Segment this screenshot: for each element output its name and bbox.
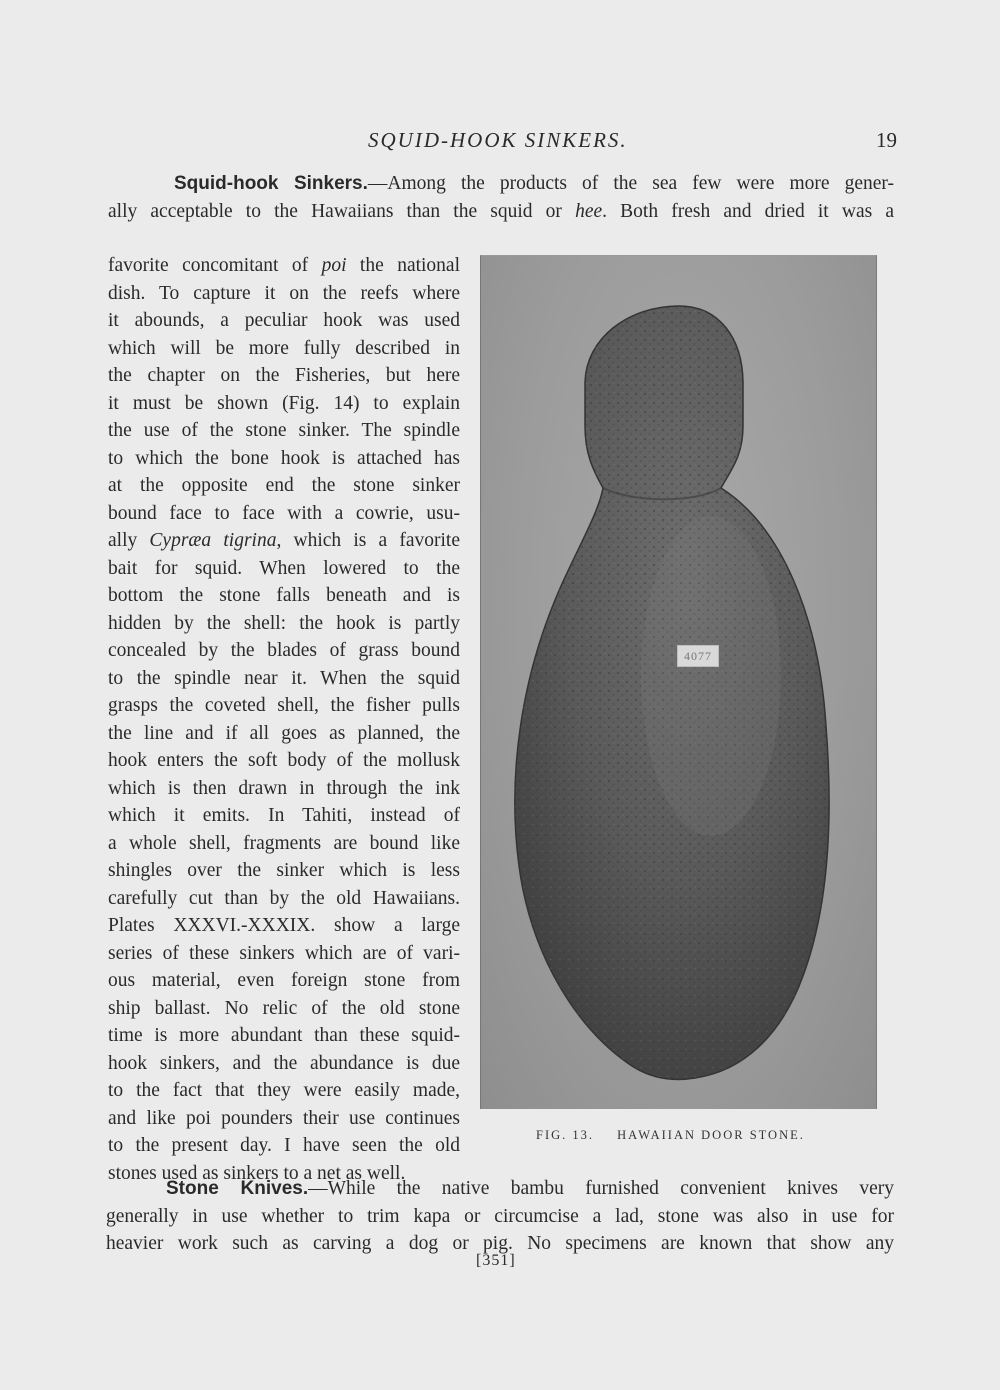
column-line: which is then drawn in through the ink [108, 777, 460, 799]
column-line: it must be shown (Fig. 14) to explain [108, 392, 460, 414]
column-line: carefully cut than by the old Hawaiians. [108, 887, 460, 909]
column-line: to the spindle near it. When the squid [108, 667, 460, 689]
column-line: which will be more fully described in [108, 337, 460, 359]
column-line: at the opposite end the stone sinker [108, 475, 460, 496]
column-line: and like poi pounders their use continues [108, 1107, 460, 1129]
column-line: stones used as sinkers to a net as well. [108, 1162, 406, 1184]
column-line: hidden by the shell: the hook is partly [108, 612, 460, 634]
column-line: the chapter on the Fisheries, but here [108, 365, 460, 386]
stone-knives-paragraph [106, 1175, 894, 1258]
knives-line-3: heavier work such as carving a dog or pig. No specimens are known that show any [106, 1233, 894, 1254]
column-line: hook sinkers, and the abundance is due [108, 1052, 460, 1074]
column-line: which it emits. In Tahiti, instead of [108, 805, 460, 826]
column-line: the use of the stone sinker. The spindle [108, 420, 460, 441]
column-line: hook enters the soft body of the mollusk [108, 750, 460, 771]
knives-line-1: Stone Knives.—While the native bambu furnished convenient knives very [166, 1178, 894, 1199]
folio: [351] [476, 1252, 516, 1269]
section-heading-stone-knives: Stone Knives. [166, 1178, 309, 1199]
intro-line-2: ally acceptable to the Hawaiians than the squid or hee. Both fresh and dried it was a [108, 200, 894, 222]
column-line: a whole shell, fragments are bound like [108, 832, 460, 854]
column-line: bound face to face with a cowrie, usu- [108, 502, 460, 524]
figure-door-stone [480, 255, 877, 1109]
column-line: to the fact that they were easily made, [108, 1080, 460, 1101]
column-text [108, 252, 460, 1187]
column-line: grasps the coveted shell, the fisher pulls [108, 695, 460, 716]
intro-paragraph [108, 170, 894, 225]
section-heading-squid-hook-sinkers: Squid-hook Sinkers. [174, 173, 368, 194]
column-line: series of these sinkers which are of vari- [108, 942, 460, 964]
running-title: SQUID-HOOK SINKERS. [368, 128, 628, 152]
column-line: it abounds, a peculiar hook was used [108, 310, 460, 331]
column-line: favorite concomitant of poi the national [108, 255, 461, 276]
figure-number: FIG. 13. [536, 1128, 595, 1142]
specimen-label: 4077 [677, 645, 719, 667]
column-line: time is more abundant than these squid- [108, 1025, 460, 1046]
figure-caption-text: HAWAIIAN DOOR STONE. [617, 1128, 805, 1142]
column-line: concealed by the blades of grass bound [108, 640, 460, 661]
column-line: to the present day. I have seen the old [108, 1135, 460, 1156]
page-number: 19 [876, 128, 897, 152]
running-head [0, 128, 1000, 160]
column-line: dish. To capture it on the reefs where [108, 282, 460, 304]
column-line: ally Cypræa tigrina, which is a favorite [108, 530, 460, 551]
intro-line-1: Squid-hook Sinkers.—Among the products of the sea few were more gener- [174, 173, 894, 194]
column-line: to which the bone hook is attached has [108, 447, 460, 469]
column-line: ous material, even foreign stone from [108, 970, 460, 991]
door-stone-image [481, 256, 876, 1109]
column-line: shingles over the sinker which is less [108, 860, 460, 881]
column-line: Plates XXXVI.-XXXIX. show a large [108, 915, 460, 936]
knives-line-2: generally in use whether to trim kapa or circumcise a lad, stone was also in use for [106, 1205, 894, 1227]
column-line: bait for squid. When lowered to the [108, 557, 460, 579]
figure-caption [536, 1128, 805, 1143]
column-line: bottom the stone falls beneath and is [108, 585, 460, 606]
column-line: the line and if all goes as planned, the [108, 722, 460, 744]
column-line: ship ballast. No relic of the old stone [108, 997, 460, 1019]
